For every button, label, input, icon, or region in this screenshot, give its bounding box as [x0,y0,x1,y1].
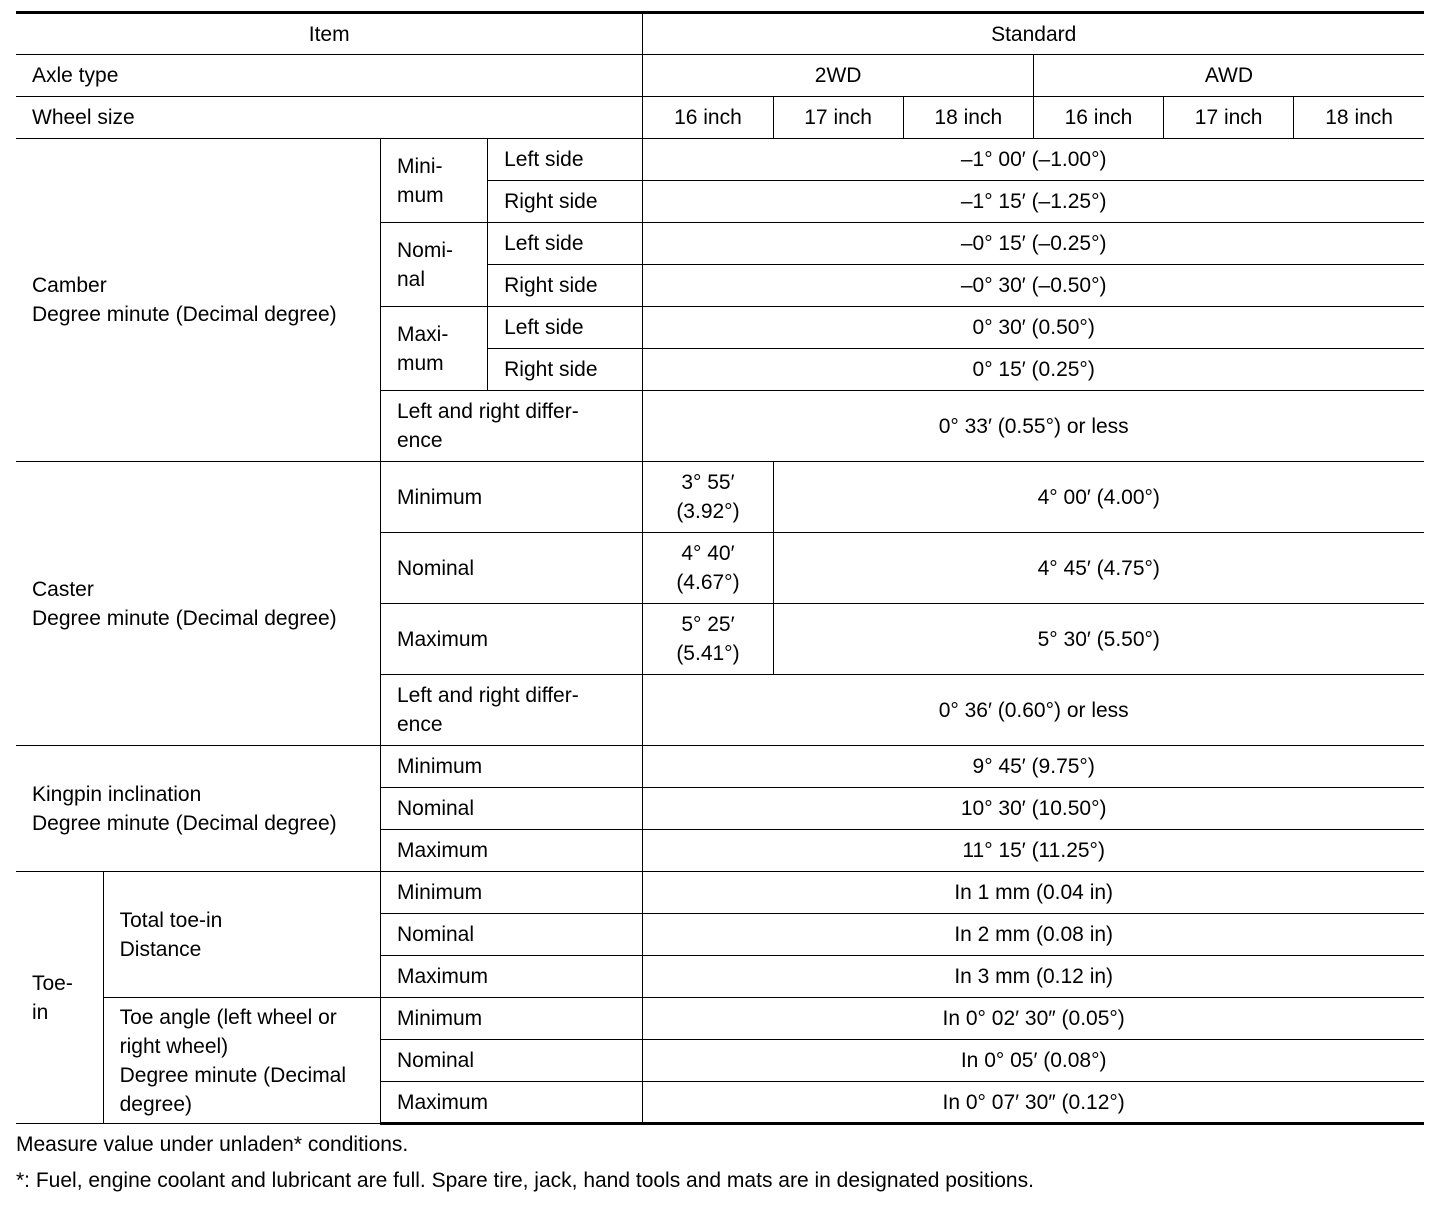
camber-maximum-b: mum [396,351,444,375]
camber-minimum-b: mum [396,183,444,207]
toe-ang-min-row [16,998,1424,1040]
caster-min-2wd16-a: 3° 55′ [681,471,735,494]
wheel-alignment-spec [16,11,1424,1199]
camber-min-left-label: Left side [488,139,643,181]
toe-ang-nom-label: Nominal [380,1040,642,1082]
toe-ang-nom-value: In 0° 05′ (0.08°) [643,1040,1424,1082]
camber-nominal-b: nal [396,267,426,291]
camber-maximum-a: Maxi- [396,322,449,346]
toe-total-a: Total toe-in [119,908,223,932]
kingpin-nom-value: 10° 30′ (10.50°) [643,788,1424,830]
footnote-unladen-definition: *: Fuel, engine coolant and lubricant are full. Spare tire, jack, hand tools and mats are in designated positions. [16,1169,1034,1192]
camber-min-left-row [16,139,1424,181]
camber-nom-left-value: –0° 15′ (–0.25°) [643,223,1424,265]
camber-min-right-label: Right side [488,181,643,223]
wheel-size-label: Wheel size [16,97,643,139]
camber-unit: Degree minute (Decimal degree) [32,303,337,326]
toe-ang-max-value: In 0° 07′ 30″ (0.12°) [643,1082,1424,1124]
camber-maximum-label [380,307,487,391]
caster-nom-2wd16-b: (4.67°) [676,571,740,594]
toe-angle-label [103,998,380,1124]
toe-dist-nom-value: In 2 mm (0.08 in) [643,914,1424,956]
toe-angle-c: Degree minute (Decimal [119,1063,347,1087]
toe-angle-b: right wheel) [119,1034,229,1058]
axle-2wd: 2WD [643,55,1034,97]
toe-ang-max-label: Maximum [380,1082,642,1124]
axle-awd: AWD [1033,55,1424,97]
camber-diff-a: Left and right differ- [396,400,579,423]
camber-minimum-label [380,139,487,223]
caster-diff-b: ence [396,713,443,736]
toe-total-label [103,872,380,998]
toe-dist-min-label: Minimum [380,872,642,914]
caster-unit: Degree minute (Decimal degree) [32,606,337,630]
header-row-item [16,13,1424,55]
camber-min-right-value: –1° 15′ (–1.25°) [643,181,1424,223]
caster-nom-other: 4° 45′ (4.75°) [773,533,1424,604]
camber-minimum-a: Mini- [396,154,443,178]
axle-type-label: Axle type [16,55,643,97]
caster-min-2wd16 [643,462,773,533]
toe-dist-min-row [16,872,1424,914]
caster-max-label: Maximum [380,604,642,675]
toe-dist-min-value: In 1 mm (0.04 in) [643,872,1424,914]
caster-nom-2wd16-a: 4° 40′ [681,542,735,565]
caster-max-2wd16-a: 5° 25′ [681,613,735,636]
caster-label [16,462,380,746]
camber-nom-right-value: –0° 30′ (–0.50°) [643,265,1424,307]
header-standard: Standard [643,13,1424,55]
kingpin-nom-label: Nominal [380,788,642,830]
header-item: Item [16,13,643,55]
camber-diff-b: ence [396,429,443,452]
kingpin-min-label: Minimum [380,746,642,788]
camber-nom-right-label: Right side [488,265,643,307]
caster-diff-a: Left and right differ- [396,684,579,707]
caster-nom-label: Nominal [380,533,642,604]
wheel-awd-17: 17 inch [1164,97,1294,139]
caster-diff-value: 0° 36′ (0.60°) or less [643,675,1424,746]
toe-label-a: Toe- [32,971,73,995]
kingpin-max-value: 11° 15′ (11.25°) [643,830,1424,872]
caster-diff-label [380,675,642,746]
toe-dist-max-value: In 3 mm (0.12 in) [643,956,1424,998]
camber-max-left-label: Left side [488,307,643,349]
toe-dist-max-label: Maximum [380,956,642,998]
caster-nom-2wd16 [643,533,773,604]
wheel-awd-16: 16 inch [1033,97,1163,139]
header-row-wheel [16,97,1424,139]
wheel-alignment-table [16,11,1424,1125]
kingpin-min-row [16,746,1424,788]
camber-max-right-label: Right side [488,349,643,391]
toe-angle-d: degree) [119,1092,192,1116]
caster-min-row [16,462,1424,533]
camber-max-right-value: 0° 15′ (0.25°) [643,349,1424,391]
camber-nominal-label [380,223,487,307]
kingpin-max-label: Maximum [380,830,642,872]
kingpin-title: Kingpin inclination [32,782,202,806]
toe-angle-a: Toe angle (left wheel or [119,1005,337,1029]
camber-min-left-value: –1° 00′ (–1.00°) [643,139,1424,181]
caster-min-2wd16-b: (3.92°) [676,500,740,523]
wheel-2wd-17: 17 inch [773,97,903,139]
camber-title: Camber [32,274,107,297]
camber-diff-label [380,391,642,462]
caster-min-other: 4° 00′ (4.00°) [773,462,1424,533]
kingpin-label [16,746,380,872]
caster-title: Caster [32,577,94,601]
caster-max-other: 5° 30′ (5.50°) [773,604,1424,675]
toe-dist-nom-label: Nominal [380,914,642,956]
caster-min-label: Minimum [380,462,642,533]
toe-total-b: Distance [119,937,202,961]
kingpin-min-value: 9° 45′ (9.75°) [643,746,1424,788]
camber-max-left-value: 0° 30′ (0.50°) [643,307,1424,349]
camber-nominal-a: Nomi- [396,238,453,262]
caster-max-2wd16 [643,604,773,675]
toe-label [16,872,103,1124]
footnote-measure: Measure value under unladen* conditions. [16,1133,409,1156]
toe-label-b: in [32,1000,49,1024]
header-row-axle [16,55,1424,97]
toe-ang-min-label: Minimum [380,998,642,1040]
wheel-2wd-18: 18 inch [903,97,1033,139]
wheel-2wd-16: 16 inch [643,97,773,139]
caster-max-2wd16-b: (5.41°) [676,642,740,665]
kingpin-unit: Degree minute (Decimal degree) [32,811,337,835]
camber-nom-left-label: Left side [488,223,643,265]
wheel-awd-18: 18 inch [1294,97,1424,139]
camber-label [16,139,380,462]
footnotes [16,1127,1424,1199]
camber-diff-value: 0° 33′ (0.55°) or less [643,391,1424,462]
toe-ang-min-value: In 0° 02′ 30″ (0.05°) [643,998,1424,1040]
